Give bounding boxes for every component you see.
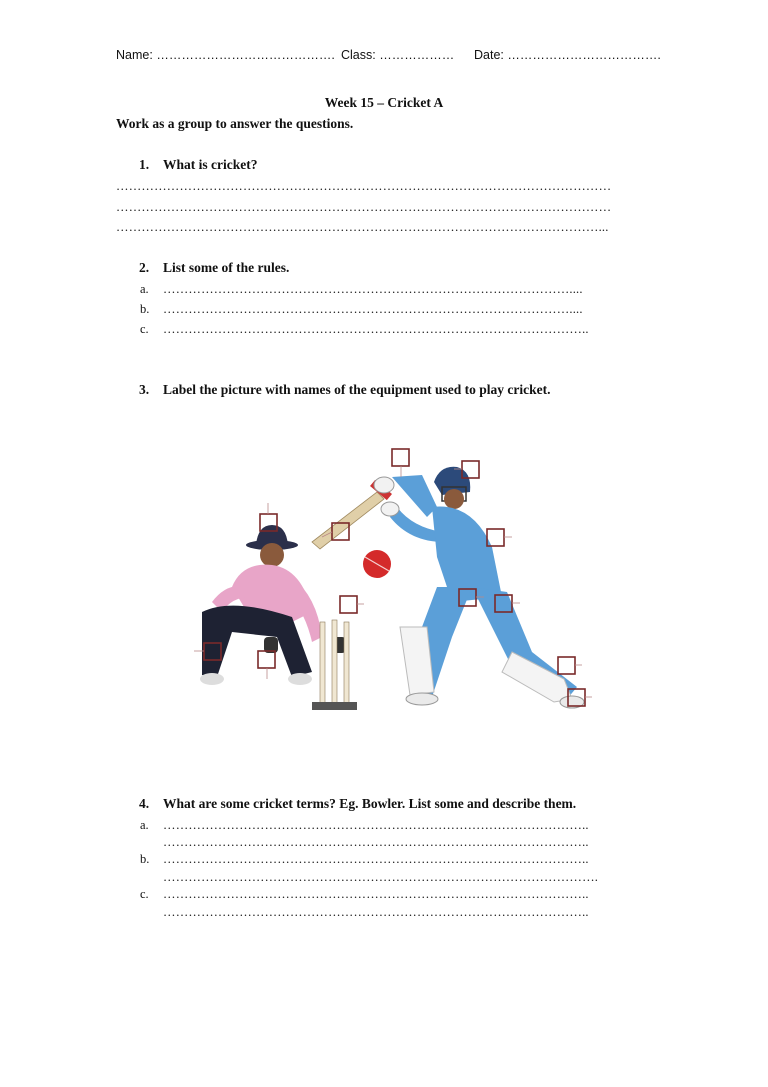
answer-line: ……………………………………………………………………………………….. (163, 905, 589, 919)
answer-line: …………………………………………………………………………………….... (163, 282, 583, 296)
date-field (474, 48, 661, 62)
name-label: Name: (116, 48, 153, 62)
question-4 (139, 796, 576, 812)
cricket-ball-figure (363, 550, 391, 578)
answer-line: ……………………………………………………………………………………….. (163, 835, 589, 849)
answer-line: ……………………………………………………………………………………….. (163, 818, 589, 832)
list-label: b. (140, 852, 150, 866)
list-label: a. (140, 282, 149, 296)
list-label: c. (140, 322, 149, 336)
question-3 (139, 382, 551, 398)
date-dots: ………………………………. (507, 48, 661, 62)
answer-line: ……………………………………………………………………………………………………… (116, 200, 612, 214)
label-box (340, 596, 357, 613)
answer-line: ……………………………………………………………………………………….. (163, 852, 589, 866)
question-2-text: List some of the rules. (163, 260, 290, 275)
name-field (116, 48, 335, 62)
question-1-text: What is cricket? (163, 157, 258, 172)
question-4-text: What are some cricket terms? Eg. Bowler. List some and describe them. (163, 796, 577, 811)
list-label: c. (140, 887, 149, 901)
name-dots: ……………………………………. (156, 48, 335, 62)
class-field (341, 48, 454, 62)
class-label: Class: (341, 48, 376, 62)
answer-line: ……………………………………………………………………………………………………... (116, 220, 609, 234)
cricket-picture (172, 437, 622, 737)
question-2 (139, 260, 289, 276)
question-4-number: 4. (139, 796, 150, 811)
question-3-number: 3. (139, 382, 150, 397)
answer-line: …………………………………………………………………………………….... (163, 302, 583, 316)
answer-line: ……………………………………………………………………………………….. (163, 887, 589, 901)
date-label: Date: (474, 48, 504, 62)
question-3-text: Label the picture with names of the equipment used to play cricket. (163, 382, 551, 397)
question-2-number: 2. (139, 260, 150, 275)
question-1 (139, 157, 257, 173)
cricket-illustration (172, 437, 622, 737)
batsman-figure (374, 467, 584, 708)
label-box (392, 449, 409, 466)
page-title: Week 15 – Cricket A (324, 95, 444, 110)
answer-line: …………………………………………………………………………………………. (163, 870, 599, 884)
list-label: b. (140, 302, 150, 316)
instruction-text: Work as a group to answer the questions. (116, 116, 354, 131)
answer-line: ……………………………………………………………………………………….. (163, 322, 589, 336)
question-1-number: 1. (139, 157, 150, 172)
label-box (258, 651, 275, 668)
list-label: a. (140, 818, 149, 832)
class-dots: ……………… (379, 48, 455, 62)
answer-line: ……………………………………………………………………………………………………… (116, 179, 612, 193)
label-box (558, 657, 575, 674)
